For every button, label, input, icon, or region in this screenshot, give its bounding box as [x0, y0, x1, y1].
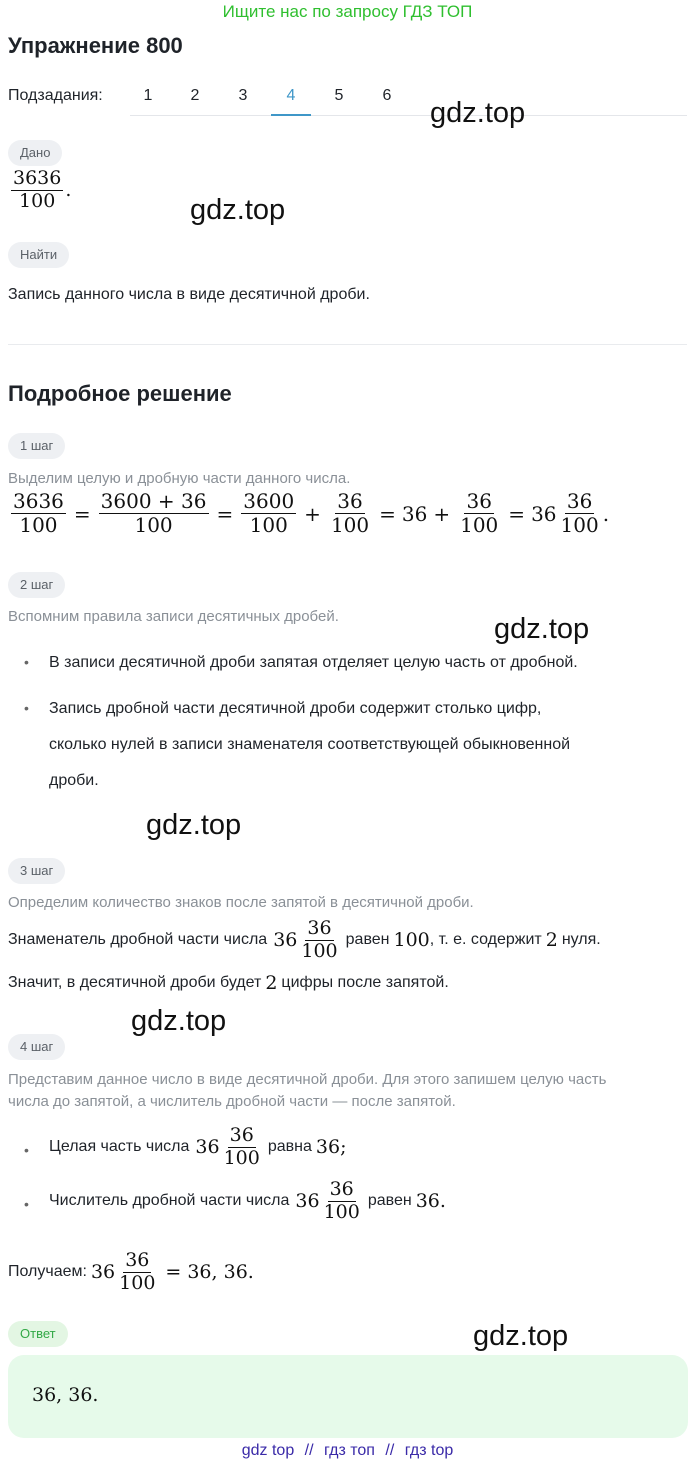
whole-part: 36 — [401, 501, 428, 526]
fraction — [241, 490, 296, 537]
mixed-number — [195, 1125, 263, 1170]
top-banner: Ищите нас по запросу ГДЗ ТОП — [222, 2, 473, 21]
bullet-icon: • — [24, 654, 29, 670]
fraction — [11, 168, 63, 213]
tab-subtask-5[interactable]: 5 — [334, 87, 344, 104]
mixed-whole: 36 — [295, 1190, 320, 1213]
fraction — [299, 918, 339, 963]
denominator: 100 — [249, 513, 288, 537]
fraction — [222, 1125, 262, 1170]
step3-line-1 — [8, 918, 601, 963]
plus-sign: + — [304, 501, 321, 526]
numerator: 3600 — [243, 489, 295, 513]
fraction — [458, 490, 500, 537]
denominator: 100 — [119, 1271, 156, 1294]
step4-bullet-1 — [49, 1125, 346, 1170]
equals-sign: = — [216, 501, 234, 526]
fraction — [99, 490, 209, 537]
rule-bullet-1: В записи десятичной дроби запятая отделяет целую часть от дробной. — [49, 654, 578, 671]
step3-text-c: , т. е. содержит — [429, 931, 542, 949]
numerator: 36 — [229, 1124, 254, 1146]
step3-text-a: Знаменатель дробной части числа — [8, 931, 268, 949]
whole-value: 36; — [315, 1136, 347, 1159]
step4-chip: 4 шаг — [8, 1034, 65, 1060]
step3-text-b: равен — [345, 931, 390, 949]
fraction — [329, 490, 371, 537]
answer-box — [8, 1355, 688, 1438]
rule-bullet-2-line-3: дроби. — [49, 772, 99, 789]
numerator: 3600 + 36 — [100, 489, 207, 513]
watermark: gdz.top — [494, 613, 590, 645]
numerator: 36 — [337, 489, 363, 513]
given-fraction — [9, 168, 71, 213]
result-line — [8, 1250, 254, 1295]
mixed-number — [273, 918, 341, 963]
period: . — [65, 179, 72, 202]
tab-subtask-4[interactable]: 4 — [286, 87, 296, 104]
step3-text-d: нуля. — [561, 931, 601, 949]
denominator: 100 — [323, 1200, 360, 1223]
mixed-whole: 36 — [90, 1261, 116, 1284]
step2-chip: 2 шаг — [8, 572, 65, 598]
step2-caption: Вспомним правила записи десятичных дробей. — [8, 608, 339, 625]
answer-chip-wrap — [8, 1321, 68, 1347]
find-text: Запись данного числа в виде десятичной дроби. — [8, 286, 370, 303]
footer-link-gdz-top[interactable]: gdz top — [241, 1442, 295, 1459]
mixed-whole: 36 — [195, 1136, 220, 1159]
step3-text-e: Значит, в десятичной дроби будет — [8, 974, 262, 991]
numerator: 36 — [566, 489, 593, 513]
watermark: gdz.top — [473, 1320, 569, 1352]
equals-sign: = — [165, 1261, 182, 1284]
numerator: 36 — [307, 917, 332, 939]
numerator: 36 — [329, 1178, 354, 1200]
tab-subtask-1[interactable]: 1 — [143, 87, 153, 104]
answer-value: 36, 36. — [32, 1384, 99, 1406]
watermark: gdz.top — [190, 194, 286, 226]
numerator-value: 36. — [415, 1190, 446, 1213]
step3-chip: 3 шаг — [8, 858, 65, 884]
rule-bullet-2-line-1: Запись дробной части десятичной дроби содержит столько цифр, — [49, 700, 542, 717]
step1-chip: 1 шаг — [8, 433, 65, 459]
denominator: 100 — [301, 939, 338, 962]
watermark: gdz.top — [146, 809, 242, 841]
exercise-title: Упражнение 800 — [8, 33, 183, 58]
step2-chip-wrap — [8, 572, 65, 598]
step3-caption: Определим количество знаков после запятой в десятичной дроби. — [8, 894, 474, 911]
denominator: 100 — [223, 1146, 260, 1169]
step3-text-f: цифры после запятой. — [281, 974, 449, 991]
footer-links — [0, 1442, 695, 1460]
step4-bullet-2 — [49, 1179, 446, 1224]
step4-caption-line-1: Представим данное число в виде десятичной дроби. Для этого запишем целую часть — [8, 1071, 607, 1088]
bullet-tail: равна — [267, 1138, 312, 1156]
active-tab-indicator — [271, 114, 311, 116]
equals-sign: = — [379, 501, 396, 526]
denominator-value: 100 — [393, 929, 430, 952]
mixed-number — [91, 1250, 159, 1295]
step1-caption: Выделим целую и дробную части данного числа. — [8, 470, 351, 487]
tabs-divider — [130, 115, 687, 116]
find-chip: Найти — [8, 242, 69, 268]
denominator: 100 — [560, 513, 599, 537]
tab-subtask-6[interactable]: 6 — [382, 87, 392, 104]
given-chip-wrap — [8, 140, 62, 166]
fraction — [322, 1179, 362, 1224]
digit-count: 2 — [265, 972, 278, 994]
denominator: 100 — [460, 513, 499, 537]
solution-title: Подробное решение — [8, 381, 232, 406]
result-value: 36, 36. — [187, 1261, 254, 1284]
result-label: Получаем: — [8, 1263, 87, 1281]
denominator: 100 — [134, 513, 173, 537]
footer-separator: // — [385, 1442, 395, 1459]
bullet-tail: равен — [367, 1192, 412, 1210]
fraction — [11, 490, 66, 537]
period: . — [602, 501, 610, 526]
zero-count: 2 — [545, 929, 558, 952]
denominator: 100 — [330, 513, 370, 537]
section-divider — [8, 344, 687, 345]
equals-sign: = — [73, 501, 91, 526]
step3-line-2 — [8, 972, 449, 994]
denominator: 100 — [19, 189, 56, 212]
watermark: gdz.top — [131, 1005, 227, 1037]
numerator: 36 — [125, 1249, 150, 1271]
numerator: 3636 — [13, 489, 64, 513]
equals-sign: = — [508, 501, 526, 526]
step1-chip-wrap — [8, 433, 65, 459]
bullet-icon: • — [24, 1196, 29, 1212]
step3-chip-wrap — [8, 858, 65, 884]
footer-link-gdz-top-ru[interactable]: гдз топ — [324, 1442, 375, 1459]
fraction — [559, 490, 601, 537]
tab-subtask-3[interactable]: 3 — [238, 87, 248, 104]
bullet-icon: • — [24, 1142, 29, 1158]
bullet-text: Целая часть числа — [49, 1138, 190, 1156]
step4-chip-wrap — [8, 1034, 65, 1060]
tab-subtask-2[interactable]: 2 — [190, 87, 200, 104]
subtasks-label: Подзадания: — [8, 87, 103, 104]
answer-chip: Ответ — [8, 1321, 68, 1347]
mixed-number — [295, 1179, 363, 1224]
mixed-whole: 36 — [273, 929, 298, 952]
given-chip: Дано — [8, 140, 62, 166]
bullet-text: Числитель дробной части числа — [49, 1192, 290, 1210]
rule-bullet-2-line-2: сколько нулей в записи знаменателя соответствующей обыкновенной — [49, 736, 571, 753]
step4-caption-line-2: числа до запятой, а числитель дробной части — после запятой. — [8, 1093, 456, 1110]
numerator: 3636 — [13, 167, 62, 189]
find-chip-wrap — [8, 242, 69, 268]
watermark: gdz.top — [430, 97, 526, 129]
numerator: 36 — [466, 489, 492, 513]
plus-sign: + — [433, 501, 451, 526]
fraction — [117, 1250, 157, 1295]
footer-separator: // — [304, 1442, 314, 1459]
bullet-icon: • — [24, 700, 29, 716]
mixed-whole: 36 — [531, 501, 557, 526]
denominator: 100 — [19, 513, 58, 537]
step1-equation — [9, 490, 609, 537]
footer-link-gdz-top-mixed[interactable]: гдз top — [404, 1442, 454, 1459]
